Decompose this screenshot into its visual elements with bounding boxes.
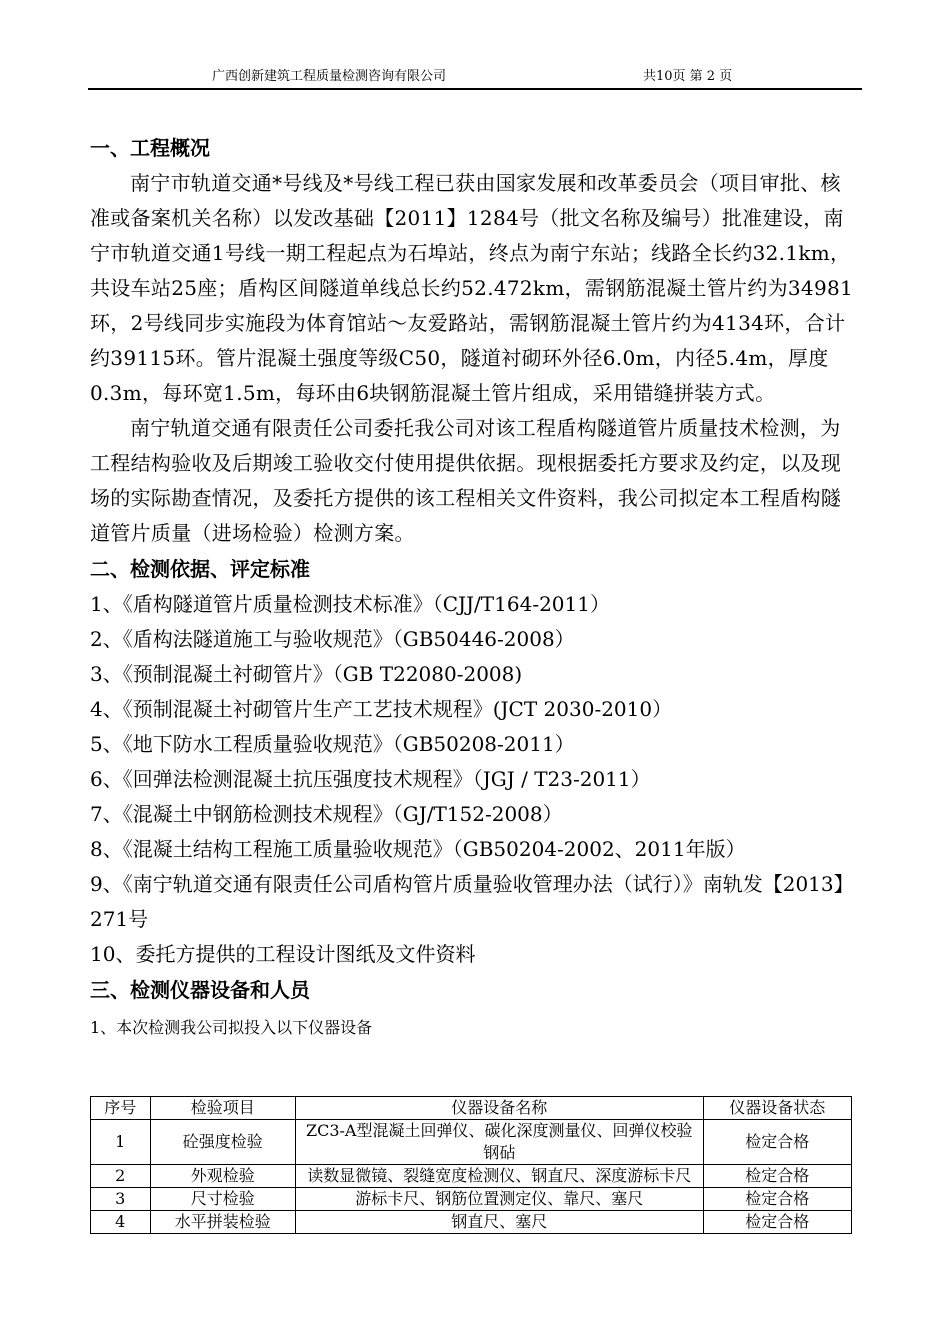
table-cell: 读数显微镜、裂缝宽度检测仪、钢直尺、深度游标卡尺	[295, 1165, 703, 1188]
table-cell: 尺寸检验	[150, 1188, 295, 1211]
table-row	[91, 1211, 852, 1234]
reference-item: 3、《预制混凝土衬砌管片》（GB T22080-2008)	[90, 662, 523, 686]
col-header: 仪器设备状态	[703, 1097, 851, 1120]
table-header-row	[91, 1097, 852, 1120]
col-header: 仪器设备名称	[295, 1097, 703, 1120]
table-cell: 检定合格	[703, 1120, 851, 1165]
table-cell: 检定合格	[703, 1165, 851, 1188]
table-cell: 游标卡尺、钢筋位置测定仪、靠尺、塞尺	[295, 1188, 703, 1211]
reference-item: 6、《回弹法检测混凝土抗压强度技术规程》（JGJ / T23-2011）	[90, 767, 651, 791]
company-name: 广西创新建筑工程质量检测咨询有限公司	[212, 69, 447, 84]
reference-item: 10、委托方提供的工程设计图纸及文件资料	[90, 942, 476, 966]
section1-title: 一、工程概况	[90, 136, 210, 160]
reference-item: 8、《混凝土结构工程施工质量验收规范》（GB50204-2002、2011年版）	[90, 837, 746, 861]
table-cell: 钢直尺、塞尺	[295, 1211, 703, 1234]
table-cell: 外观检验	[150, 1165, 295, 1188]
document-body	[90, 130, 860, 1048]
reference-item: 4、《预制混凝土衬砌管片生产工艺技术规程》(JCT 2030-2010）	[90, 697, 673, 721]
table-cell: 3	[91, 1188, 151, 1211]
table-cell: 砼强度检验	[150, 1120, 295, 1165]
reference-item: 1、《盾构隧道管片质量检测技术标准》（CJJ/T164-2011）	[90, 592, 610, 616]
table-cell: 水平拼装检验	[150, 1211, 295, 1234]
table-cell: 4	[91, 1211, 151, 1234]
col-header: 检验项目	[150, 1097, 295, 1120]
equipment-intro: 1、本次检测我公司拟投入以下仪器设备	[90, 1018, 373, 1037]
reference-item: 2、《盾构法隧道施工与验收规范》（GB50446-2008）	[90, 627, 575, 651]
table-row	[91, 1120, 852, 1165]
reference-list	[90, 587, 860, 972]
table-row	[91, 1188, 852, 1211]
col-header: 序号	[91, 1097, 151, 1120]
reference-item: 9、《南宁轨道交通有限责任公司盾构管片质量验收管理办法（试行）》南轨发【2013】271号	[90, 872, 854, 931]
section1-para2: 南宁轨道交通有限责任公司委托我公司对该工程盾构隧道管片质量技术检测，为工程结构验收及后期竣工验收交付使用提供依据。现根据委托方要求及约定，以及现场的实际勘查情况，及委托方提供的该工程相关文件资料，我公司拟定本工程盾构隧道管片质量（进场检验）检测方案。	[90, 416, 842, 545]
table-cell: 1	[91, 1120, 151, 1165]
table-row	[91, 1165, 852, 1188]
section2-title: 二、检测依据、评定标准	[90, 557, 310, 581]
equipment-table	[90, 1096, 852, 1234]
section3-title: 三、检测仪器设备和人员	[90, 978, 310, 1002]
table-cell: 2	[91, 1165, 151, 1188]
page-info: 共10页 第 2 页	[643, 69, 733, 84]
section1-para1: 南宁市轨道交通*号线及*号线工程已获由国家发展和改革委员会（项目审批、核准或备案机关名称）以发改基础【2011】1284号（批文名称及编号）批准建设，南宁市轨道交通1号线一期工程起点为石埠站，终点为南宁东站；线路全长约32.1km，共设车站25座；盾构区间隧道单线总长约52.472km，需钢筋混凝土管片约为34981环，2号线同步实施段为体育馆站～友爱路站，需钢筋混凝土管片约为4134环，合计约39115环。管片混凝土强度等级C50，隧道衬砌环外径6.0m，内径5.4m，厚度0.3m，每环宽1.5m，每环由6块钢筋混凝土管片组成，采用错缝拼装方式。	[90, 171, 854, 405]
reference-item: 7、《混凝土中钢筋检测技术规程》（GJ/T152-2008）	[90, 802, 563, 826]
reference-item: 5、《地下防水工程质量验收规范》（GB50208-2011）	[90, 732, 575, 756]
table-cell: 检定合格	[703, 1211, 851, 1234]
table-cell: ZC3-A型混凝土回弹仪、碳化深度测量仪、回弹仪校验钢砧	[295, 1120, 703, 1165]
table-cell: 检定合格	[703, 1188, 851, 1211]
page-header	[88, 70, 862, 90]
